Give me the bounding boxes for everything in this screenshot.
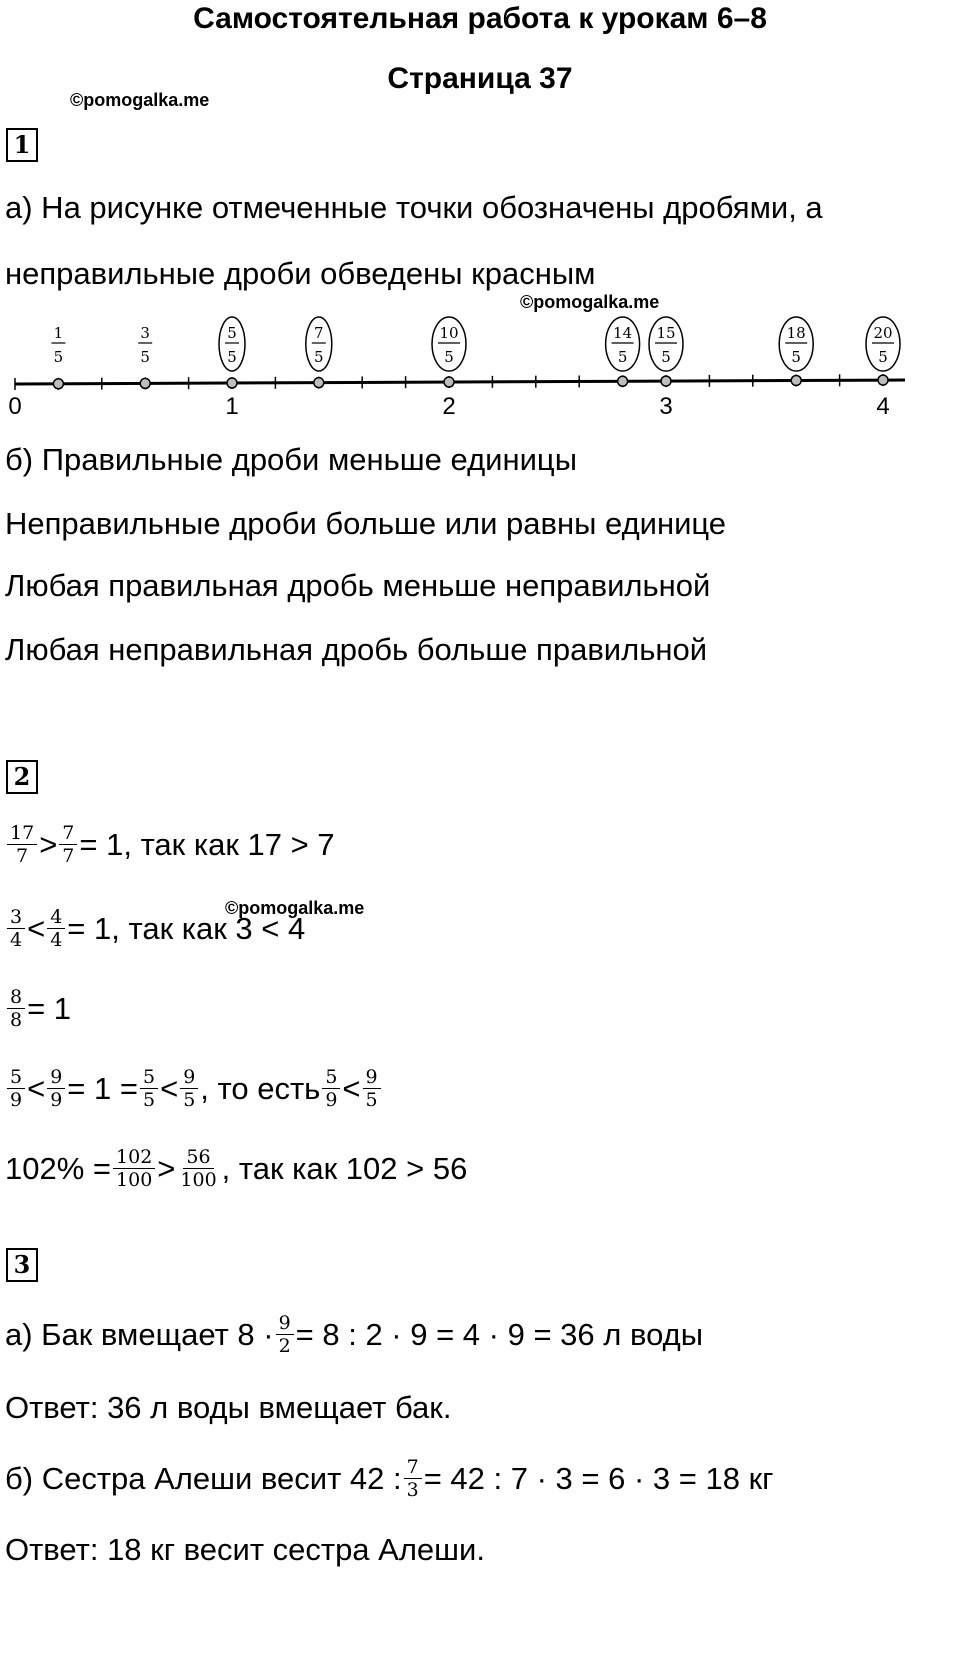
tick-label: 4 xyxy=(876,393,890,420)
point-20-5 xyxy=(866,317,900,385)
task2-row-2: $\frac{3}{4}$ < $\frac{4}{4}$ = 1, так как 3 < 4 xyxy=(5,906,305,951)
point-marker xyxy=(140,378,150,388)
point-10-5 xyxy=(432,317,466,387)
fraction: $\frac{9}{5}$ xyxy=(363,1066,381,1111)
number-line-points xyxy=(51,317,900,389)
task2-row-4: $\frac{5}{9}$ < $\frac{9}{9}$ = 1 = $\frac{5}{5}$ < $\frac{9}{5}$ , то есть $\frac{5}{9}$ < $\frac{9}{5}$ xyxy=(5,1066,383,1111)
point-denominator: 5 xyxy=(878,348,888,366)
point-marker xyxy=(314,378,324,388)
point-5-5 xyxy=(219,317,245,388)
point-numerator: 20 xyxy=(873,324,893,342)
point-denominator: 5 xyxy=(227,348,237,366)
fraction: $\frac{8}{8}$ xyxy=(7,986,25,1031)
point-7-5 xyxy=(306,317,332,388)
point-1-5 xyxy=(51,324,65,389)
fraction: $\frac{102}{100}$ xyxy=(113,1146,155,1191)
task-number-2: 2 xyxy=(6,760,38,794)
tick-label: 1 xyxy=(225,393,239,420)
task3-answer-b: Ответ: 18 кг весит сестра Алеши. xyxy=(5,1532,485,1567)
task1-line-b4: Любая неправильная дробь больше правильной xyxy=(5,632,708,667)
fraction: $\frac{5}{9}$ xyxy=(7,1066,25,1111)
point-marker xyxy=(791,375,801,385)
point-numerator: 10 xyxy=(439,324,459,342)
task-number-1: 1 xyxy=(6,128,38,162)
point-18-5 xyxy=(779,317,813,385)
fraction: $\frac{56}{100}$ xyxy=(180,1146,217,1191)
tick-label: 0 xyxy=(8,393,22,420)
task1-line-a2: неправильные дроби обведены красным xyxy=(5,256,596,291)
point-numerator: 3 xyxy=(140,324,150,342)
point-marker xyxy=(227,378,237,388)
point-15-5 xyxy=(649,317,683,386)
task1-line-b2: Неправильные дроби больше или равны единице xyxy=(5,506,727,541)
task1-line-b1: б) Правильные дроби меньше единицы xyxy=(5,442,577,477)
point-marker xyxy=(444,377,454,387)
point-denominator: 5 xyxy=(791,348,801,366)
point-marker xyxy=(53,379,63,389)
point-numerator: 15 xyxy=(656,324,676,342)
point-denominator: 5 xyxy=(444,348,454,366)
point-3-5 xyxy=(138,324,152,388)
fraction: $\frac{9}{2}$ xyxy=(276,1312,294,1357)
number-line xyxy=(0,312,910,422)
fraction: $\frac{4}{4}$ xyxy=(47,906,65,951)
tick-label: 3 xyxy=(659,393,673,420)
task1-line-b3: Любая правильная дробь меньше неправильной xyxy=(5,568,711,603)
task-number-3: 3 xyxy=(6,1248,38,1282)
fraction: $\frac{9}{5}$ xyxy=(180,1066,198,1111)
point-denominator: 5 xyxy=(314,348,324,366)
point-numerator: 7 xyxy=(314,324,324,342)
tick-label: 2 xyxy=(442,393,456,420)
task2-row-1: $\frac{17}{7}$ > $\frac{7}{7}$ = 1, так как 17 > 7 xyxy=(5,822,335,867)
point-marker xyxy=(661,376,671,386)
point-numerator: 18 xyxy=(786,324,806,342)
page-subtitle: Страница 37 xyxy=(387,62,573,95)
point-denominator: 5 xyxy=(617,348,628,366)
task3-row-a: а) Бак вмещает 8 · $\frac{9}{2}$ = 8 : 2 · 9 = 4 · 9 = 36 л воды xyxy=(5,1312,704,1357)
page-title: Самостоятельная работа к урокам 6–8 xyxy=(193,2,767,35)
point-numerator: 5 xyxy=(227,324,237,342)
task3-answer-a: Ответ: 36 л воды вмещает бак. xyxy=(5,1390,452,1425)
point-denominator: 5 xyxy=(140,348,150,366)
point-denominator: 5 xyxy=(661,348,671,366)
watermark: ©pomogalka.me xyxy=(70,90,210,110)
fraction: $\frac{7}{3}$ xyxy=(404,1456,422,1501)
task1-line-a1: а) На рисунке отмеченные точки обозначены дробями, а xyxy=(5,190,823,225)
task3-row-b: б) Сестра Алеши весит 42 : $\frac{7}{3}$ = 42 : 7 · 3 = 6 · 3 = 18 кг xyxy=(5,1456,774,1501)
task2-row-3: $\frac{8}{8}$ = 1 xyxy=(5,986,71,1031)
point-numerator: 14 xyxy=(613,324,633,342)
fraction: $\frac{5}{5}$ xyxy=(140,1066,158,1111)
point-marker xyxy=(878,375,888,385)
point-14-5 xyxy=(606,317,640,386)
fraction: $\frac{3}{4}$ xyxy=(7,906,25,951)
fraction: $\frac{5}{9}$ xyxy=(322,1066,340,1111)
fraction: $\frac{9}{9}$ xyxy=(47,1066,65,1111)
task2-row-5: 102% = $\frac{102}{100}$ > $\frac{56}{100}$ , так как 102 > 56 xyxy=(5,1146,468,1191)
watermark-2: ©pomogalka.me xyxy=(520,292,660,312)
watermark-3: ©pomogalka.me xyxy=(225,898,365,918)
fraction: $\frac{7}{7}$ xyxy=(59,822,77,867)
fraction: $\frac{17}{7}$ xyxy=(7,822,37,867)
point-numerator: 1 xyxy=(53,324,64,342)
point-denominator: 5 xyxy=(53,348,64,366)
point-marker xyxy=(618,376,628,386)
